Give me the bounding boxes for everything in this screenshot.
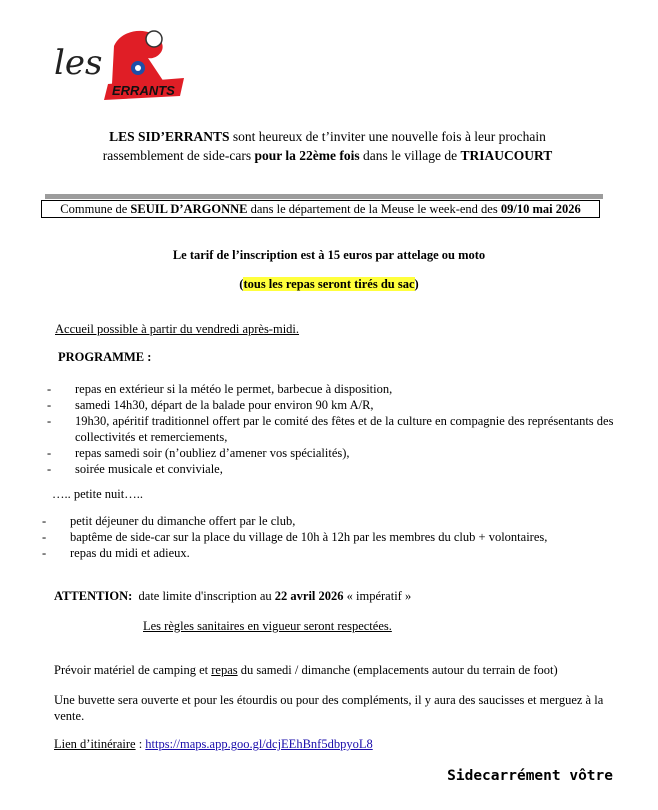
sanitary-rules: Les règles sanitaires en vigueur seront respectées. (143, 619, 392, 633)
logo-badge-text: ERRANTS (112, 83, 175, 98)
intro-text-2: rassemblement de side-cars (102, 148, 255, 163)
sunday-list (42, 513, 610, 561)
list-item-text: soirée musicale et conviviale, (75, 462, 223, 476)
edition-text: pour la 22ème fois (254, 148, 360, 163)
list-item-text: repas en extérieur si la météo le permet, barbecue à disposition, (75, 382, 393, 396)
bullet: - (42, 514, 47, 528)
list-item-text: petit déjeuner du dimanche offert par le club, (70, 514, 296, 528)
commune-name: SEUIL D’ARGONNE (130, 202, 248, 216)
attention-label: ATTENTION: (54, 589, 133, 603)
itinerary-line (54, 737, 373, 752)
repas-highlight: tous les repas seront tirés du sac (243, 277, 415, 291)
list-item (42, 529, 610, 545)
list-item (47, 413, 615, 445)
list-item-text: samedi 14h30, départ de la balade pour environ 90 km A/R, (75, 398, 374, 412)
event-dates: 09/10 mai 2026 (500, 202, 581, 216)
itinerary-link[interactable]: https://maps.app.goo.gl/dcjEEhBnf5dbpyoL8 (145, 737, 373, 751)
commune-box (41, 200, 600, 218)
programme-title: PROGRAMME : (58, 350, 152, 364)
tarif-line: Le tarif de l’inscription est à 15 euros par attelage ou moto (172, 248, 486, 262)
bullet: - (47, 462, 52, 476)
list-item (42, 545, 610, 561)
bullet: - (42, 546, 47, 560)
camping-repas: repas (211, 663, 238, 677)
camping-line (54, 663, 558, 678)
paren-close: ) (414, 277, 419, 291)
commune-text-2: dans le département de la Meuse le week-end des (247, 202, 501, 216)
intro-text-1: sont heureux de t’inviter une nouvelle fois à leur prochain (229, 129, 546, 144)
helmet-icon (146, 31, 162, 47)
intro-paragraph (40, 127, 615, 165)
camping-text-2: du samedi / dimanche (emplacements autour du terrain de foot) (237, 663, 558, 677)
programme-list (47, 381, 615, 477)
deadline-date: 22 avril 2026 (274, 589, 344, 603)
camping-text-1: Prévoir matériel de camping et (54, 663, 212, 677)
accueil-line: Accueil possible à partir du vendredi après-midi. (55, 322, 300, 336)
club-logo (52, 24, 192, 106)
paren-open: ( (239, 277, 244, 291)
intro-text-3: dans le village de (359, 148, 461, 163)
signature: Sidecarrément vôtre (447, 768, 613, 784)
itinerary-sep: : (135, 737, 146, 751)
bullet: - (47, 414, 52, 428)
buvette-paragraph: Une buvette sera ouverte et pour les étourdis ou pour des compléments, il y aura des saucisses et merguez à la vente. (54, 693, 604, 723)
list-item (47, 461, 615, 477)
list-item (42, 513, 610, 529)
petite-nuit: ….. petite nuit….. (52, 487, 143, 501)
attention-tail: « impératif » (343, 589, 412, 603)
list-item-text: repas samedi soir (n’oubliez d’amener vos spécialités), (75, 446, 350, 460)
list-item (47, 397, 615, 413)
attention-text: date limite d'inscription au (132, 589, 275, 603)
bullet: - (47, 382, 52, 396)
list-item-text: repas du midi et adieux. (70, 546, 190, 560)
list-item (47, 381, 615, 397)
repas-note (0, 277, 658, 292)
list-item-text: 19h30, apéritif traditionnel offert par le comité des fêtes et de la culture en compagnie des représentants des collectivités et remerciements, (75, 414, 614, 444)
commune-text-1: Commune de (60, 202, 131, 216)
list-item (47, 445, 615, 461)
bullet: - (47, 446, 52, 460)
bullet: - (47, 398, 52, 412)
club-name: LES SID’ERRANTS (109, 129, 230, 144)
list-item-text: baptême de side-car sur la place du village de 10h à 12h par les membres du club + volontaires, (70, 530, 548, 544)
itinerary-label: Lien d’itinéraire (54, 737, 136, 751)
attention-line (54, 589, 411, 604)
logo-script-text: les (54, 43, 103, 83)
logo-graphic (52, 24, 192, 106)
divider-bar (45, 194, 603, 199)
bullet: - (42, 530, 47, 544)
village-name: TRIAUCOURT (460, 148, 553, 163)
